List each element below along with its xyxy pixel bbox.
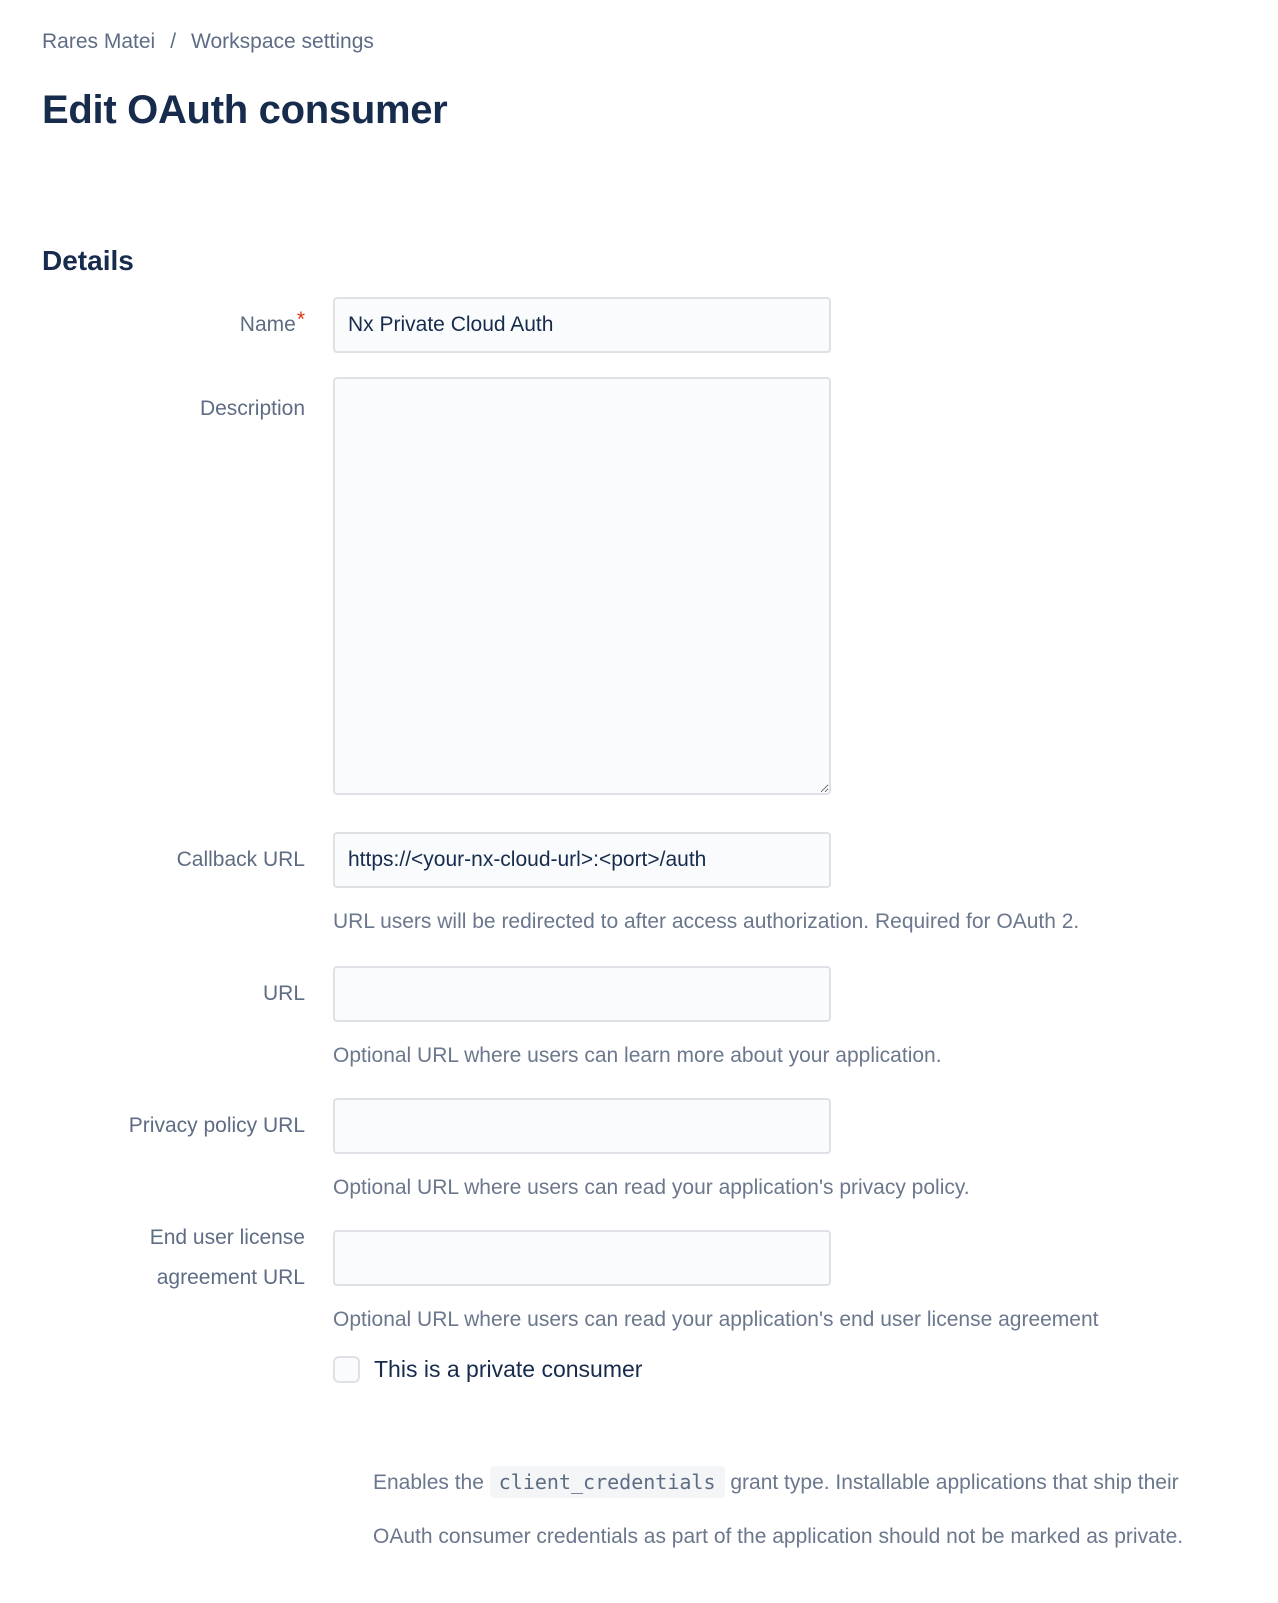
private-consumer-helper-suffix: grant type. Installable applications that ship their OAuth consumer credentials as part of the application should not be marked as private.	[373, 1471, 1184, 1548]
required-asterisk: *	[296, 308, 305, 332]
private-consumer-helper-prefix: Enables the	[373, 1471, 490, 1494]
privacy-policy-url-label: Privacy policy URL	[128, 1114, 305, 1138]
callback-url-label-cell	[42, 832, 305, 888]
private-consumer-helper	[373, 1456, 1208, 1563]
url-field-cell	[333, 966, 1236, 1068]
oauth-consumer-form	[42, 297, 1236, 1563]
breadcrumb-separator: /	[170, 30, 177, 53]
private-consumer-field-cell	[333, 1356, 1236, 1412]
privacy-policy-url-label-cell	[42, 1098, 305, 1154]
description-field-cell	[333, 377, 1236, 800]
url-helper: Optional URL where users can learn more about your application.	[333, 1044, 942, 1067]
private-consumer-helper-row	[42, 1434, 1236, 1563]
privacy-policy-url-field-cell	[333, 1098, 1236, 1200]
private-consumer-checkbox-row	[333, 1356, 1236, 1383]
name-input[interactable]	[333, 297, 831, 353]
name-row	[42, 297, 1236, 353]
url-label: URL	[262, 982, 305, 1006]
client-credentials-code-chip: client_credentials	[490, 1466, 725, 1498]
breadcrumb-workspace-settings-link[interactable]: Workspace settings	[191, 30, 374, 53]
callback-url-field-cell	[333, 832, 1236, 934]
breadcrumb-workspace-link[interactable]: Rares Matei	[42, 30, 156, 53]
eula-url-label-cell	[42, 1226, 305, 1289]
eula-url-row	[42, 1226, 1236, 1332]
description-label-cell	[42, 377, 305, 433]
callback-url-input[interactable]	[333, 832, 831, 888]
url-row	[42, 966, 1236, 1068]
callback-url-helper: URL users will be redirected to after access authorization. Required for OAuth 2.	[333, 910, 1080, 933]
eula-url-helper: Optional URL where users can read your application's end user license agreement	[333, 1308, 1099, 1331]
url-input[interactable]	[333, 966, 831, 1022]
breadcrumb	[42, 30, 1236, 54]
private-consumer-helper-cell	[333, 1434, 1236, 1563]
details-section-heading: Details	[42, 245, 134, 276]
privacy-policy-url-helper: Optional URL where users can read your application's privacy policy.	[333, 1176, 970, 1199]
page-title: Edit OAuth consumer	[42, 88, 448, 132]
private-consumer-helper-spacer	[42, 1434, 305, 1490]
description-textarea[interactable]	[333, 377, 831, 795]
private-consumer-checkbox-label[interactable]: This is a private consumer	[374, 1356, 643, 1382]
description-row	[42, 377, 1236, 800]
eula-url-input[interactable]	[333, 1230, 831, 1286]
name-label: Name*	[239, 308, 305, 337]
private-consumer-label-cell	[42, 1356, 305, 1412]
private-consumer-row	[42, 1356, 1236, 1412]
privacy-policy-url-input[interactable]	[333, 1098, 831, 1154]
name-label-cell	[42, 297, 305, 353]
privacy-policy-url-row	[42, 1098, 1236, 1200]
eula-url-field-cell	[333, 1230, 1236, 1332]
eula-url-label: End user license agreement URL	[149, 1226, 305, 1289]
callback-url-row	[42, 832, 1236, 934]
description-label: Description	[199, 397, 305, 420]
callback-url-label: Callback URL	[176, 848, 305, 872]
private-consumer-checkbox[interactable]	[333, 1356, 360, 1383]
url-label-cell	[42, 966, 305, 1022]
name-field-cell	[333, 297, 1236, 353]
